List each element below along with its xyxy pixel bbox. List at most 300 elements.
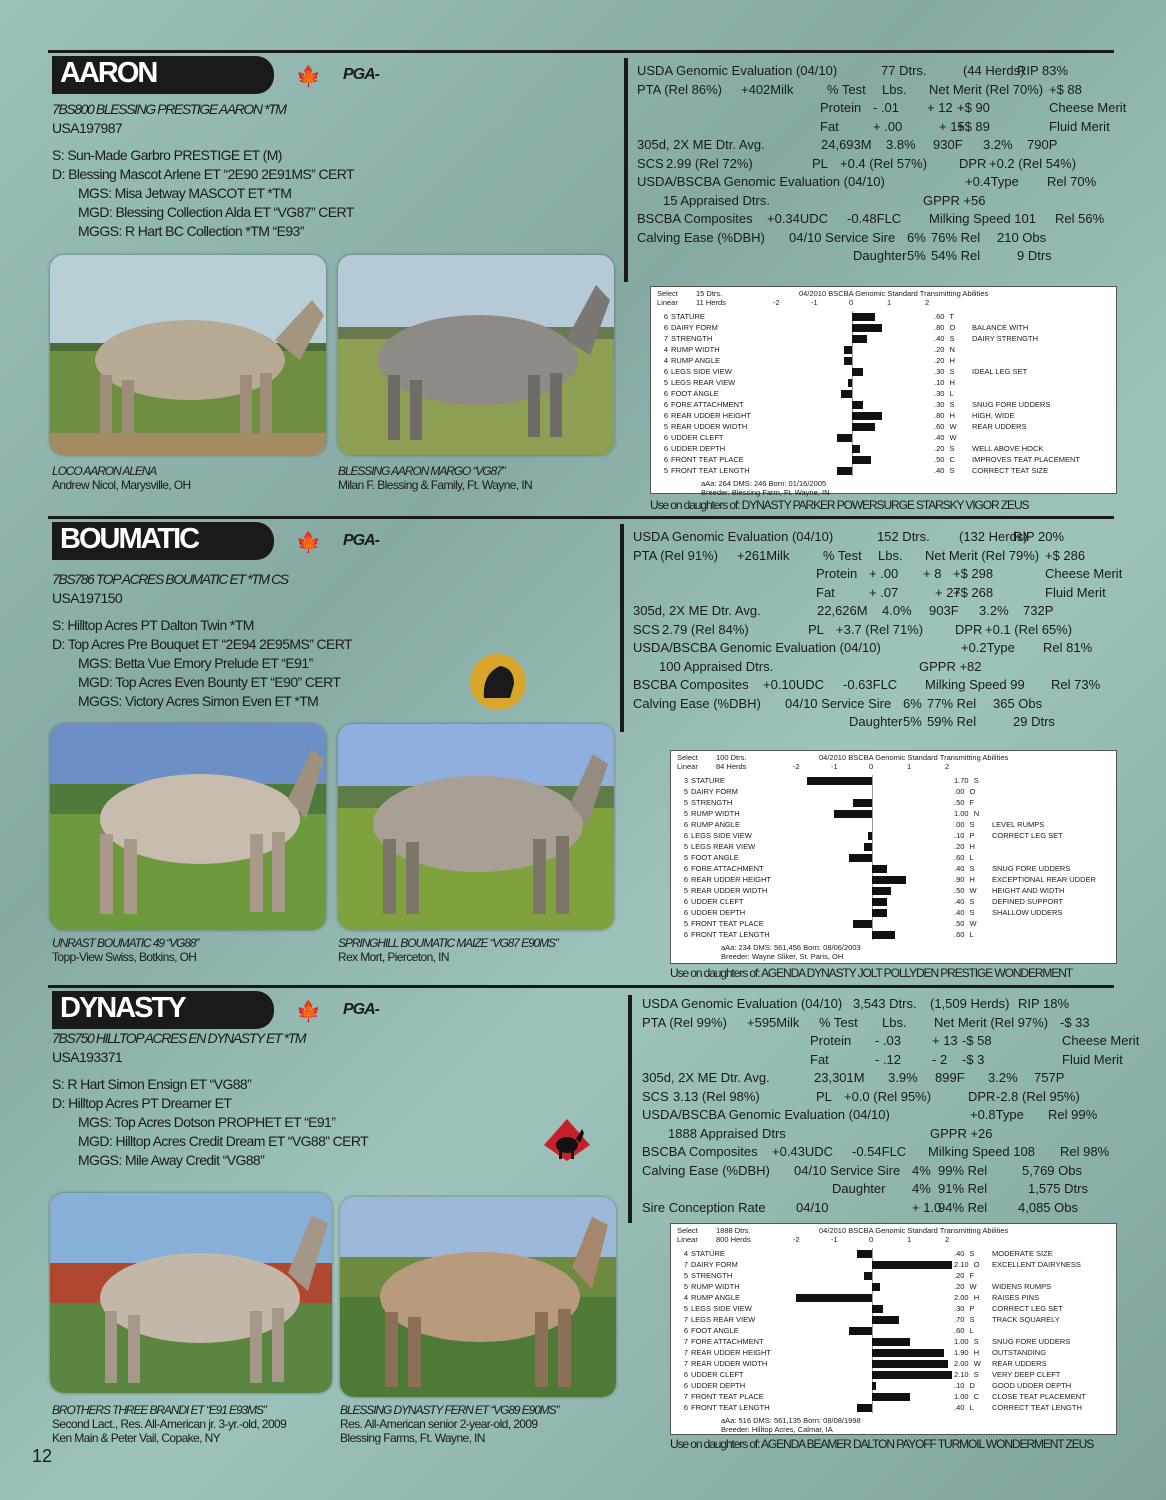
stat-row — [642, 1051, 1123, 1070]
stat-cell: Cheese Merit — [1045, 566, 1123, 581]
trait-label: 4 STATURE — [683, 1249, 725, 1258]
stat-cell: Daughter — [853, 248, 907, 263]
trait-description: CORRECT TEAT SIZE — [972, 466, 1049, 475]
stat-row — [633, 584, 1106, 603]
trait-value: .60 T — [934, 312, 954, 321]
stat-cell: Fluid Merit — [1049, 118, 1110, 134]
stat-cell: + .07 — [869, 584, 899, 600]
stat-cell: RIP 83% — [1017, 63, 1069, 78]
stat-cell: -0.54FLC — [852, 1144, 907, 1159]
stat-cell: 210 Obs — [997, 229, 1047, 245]
trait-bar — [852, 456, 871, 464]
stat-cell: + 12 — [927, 100, 953, 115]
trait-value: .70 S — [954, 1315, 975, 1324]
stat-cell: + 15 — [939, 118, 965, 134]
stat-cell: PL — [808, 621, 824, 637]
stat-cell: + .00 — [873, 118, 903, 134]
chart-title: 04/2010 BSCBA Genomic Standard Transmitting Abilities — [819, 1226, 1009, 1235]
stat-cell: Fat — [820, 118, 839, 134]
trait-bar — [857, 1404, 872, 1412]
stat-row — [637, 118, 1110, 137]
bull-name-banner — [52, 991, 274, 1029]
trait-bar — [872, 1382, 876, 1390]
stat-cell: Rel 98% — [1060, 1144, 1110, 1159]
trait-value: .60 L — [954, 853, 974, 862]
trait-bar — [872, 887, 891, 895]
trait-label: 7 REAR UDDER HEIGHT — [683, 1348, 772, 1357]
trait-value: .00 O — [954, 787, 976, 796]
axis-tick-label: 2 — [945, 762, 950, 771]
stat-cell: 9 Dtrs — [1017, 248, 1052, 263]
trait-value: .40 L — [954, 1403, 974, 1412]
trait-value: .10 P — [954, 831, 975, 840]
trait-label: 5 LEGS REAR VIEW — [683, 842, 756, 851]
trait-description: TRACK SQUARELY — [992, 1315, 1060, 1324]
stat-cell: +$ 89 — [957, 118, 990, 134]
sire: S: Hilltop Acres PT Dalton Twin *TM — [52, 617, 254, 633]
trait-label: 5 RUMP WIDTH — [683, 1282, 740, 1291]
stat-cell: GPPR +26 — [930, 1125, 993, 1141]
stat-cell: 22,626M — [817, 603, 868, 618]
stat-cell: 04/10 Service Sire — [785, 695, 892, 711]
trait-value: .40 S — [934, 334, 955, 343]
trait-label: 5 REAR UDDER WIDTH — [683, 886, 768, 895]
section-divider — [48, 50, 1114, 53]
trait-bar — [848, 379, 852, 387]
stat-cell: 6% — [907, 229, 926, 245]
linear-chart — [670, 750, 1117, 964]
stat-row — [642, 1014, 1112, 1033]
stat-cell: -0.48FLC — [847, 211, 902, 226]
trait-bar — [872, 931, 895, 939]
bull-section-boumatic — [0, 516, 1166, 986]
stat-row — [637, 99, 1127, 118]
stat-cell: GPPR +56 — [923, 192, 986, 208]
mggs: MGGS: Mile Away Credit “VG88” — [78, 1152, 265, 1168]
stat-cell: 2.99 (Rel 72%) — [666, 155, 753, 171]
trait-value: .40 S — [954, 864, 975, 873]
trait-description: WELL ABOVE HOCK — [972, 444, 1044, 453]
stat-cell: (132 Herds) — [959, 529, 1028, 544]
stat-cell: 305d, 2X ME Dtr. Avg. — [642, 1070, 770, 1085]
stat-cell: +595Milk — [747, 1014, 800, 1030]
stat-row — [642, 1162, 1112, 1181]
trait-bar — [872, 1305, 883, 1313]
mggs: MGGS: Victory Acres Simon Even ET *TM — [78, 693, 319, 709]
trait-value: .20 H — [954, 842, 975, 851]
stat-cell: 1,575 Dtrs — [1028, 1181, 1088, 1196]
stat-cell: % Test — [823, 547, 862, 563]
stat-cell: Protein — [820, 100, 862, 115]
stat-cell: 4% — [912, 1162, 931, 1178]
trait-value: .20 F — [954, 1271, 975, 1280]
bull-section-aaron — [0, 50, 1166, 520]
pedigree — [52, 1029, 422, 1170]
trait-bar — [852, 445, 860, 453]
trait-description: MODERATE SIZE — [992, 1249, 1053, 1258]
stat-cell: Rel 81% — [1043, 640, 1093, 655]
stat-cell: 4% — [912, 1181, 931, 1196]
trait-label: 5 FOOT ANGLE — [683, 853, 739, 862]
pga-label: PGA- — [343, 66, 379, 83]
axis-tick-label: 1 — [887, 298, 892, 307]
chart-header: Select — [677, 1226, 698, 1235]
stat-cell: Milking Speed 108 — [928, 1144, 1035, 1159]
trait-value: .20 H — [934, 356, 955, 365]
chart-header: Select — [657, 289, 678, 298]
trait-label: 7 FRONT TEAT PLACE — [683, 1392, 764, 1401]
stat-cell: + .00 — [869, 566, 899, 581]
axis-tick-label: -1 — [831, 1235, 838, 1244]
trait-description: RAISES PINS — [992, 1293, 1040, 1302]
maple-leaf-icon: 🍁 — [296, 66, 321, 88]
stat-cell: Calving Ease (%DBH) — [642, 1162, 770, 1178]
stat-cell: 4,085 Obs — [1018, 1199, 1078, 1215]
evaluation-stats — [633, 528, 1123, 732]
use-on-daughters: Use on daughters of: DYNASTY PARKER POWERSURGE STARSKY VIGOR ZEUS — [650, 498, 1029, 512]
trait-label: 5 STRENGTH — [683, 798, 733, 807]
trait-value: .50 W — [954, 919, 977, 928]
trait-description: VERY DEEP CLEFT — [992, 1370, 1061, 1379]
stat-cell: Sire Conception Rate — [642, 1199, 766, 1215]
stat-cell: Calving Ease (%DBH) — [633, 695, 761, 711]
trait-label: 6 UDDER DEPTH — [683, 1381, 746, 1390]
stat-row — [642, 1143, 1112, 1162]
trait-label: 5 FRONT TEAT LENGTH — [663, 466, 750, 475]
stat-cell: Rel 99% — [1048, 1107, 1098, 1122]
trait-label: 7 STRENGTH — [663, 334, 713, 343]
trait-label: 6 REAR UDDER HEIGHT — [683, 875, 772, 884]
pga-label: PGA- — [343, 532, 379, 549]
chart-title: 04/2010 BSCBA Genomic Standard Transmitting Abilities — [819, 753, 1009, 762]
axis-tick-label: -1 — [811, 298, 818, 307]
trait-description: EXCELLENT DAIRYNESS — [992, 1260, 1081, 1269]
stat-cell: 15 Appraised Dtrs. — [663, 192, 770, 208]
trait-bar — [872, 1371, 952, 1379]
sire: S: R Hart Simon Ensign ET “VG88” — [52, 1076, 252, 1092]
evaluation-stats — [642, 995, 1140, 1217]
stats-divider — [620, 524, 624, 732]
chart-header: 11 Herds — [696, 298, 726, 307]
trait-value: .80 H — [934, 411, 955, 420]
stat-row — [642, 1180, 1112, 1199]
stat-row — [642, 1069, 1112, 1088]
trait-label: 5 REAR UDDER WIDTH — [663, 422, 748, 431]
trait-description: EXCEPTIONAL REAR UDDER — [992, 875, 1096, 884]
trait-description: CORRECT LEG SET — [992, 1304, 1063, 1313]
calving-ease-logo — [542, 1115, 592, 1175]
stat-row — [642, 1032, 1140, 1051]
trait-label: 7 DAIRY FORM — [683, 1260, 738, 1269]
stat-cell: % Test — [827, 81, 866, 97]
trait-description: REAR UDDERS — [992, 1359, 1047, 1368]
trait-description: WIDENS RUMPS — [992, 1282, 1052, 1291]
trait-bar — [852, 412, 882, 420]
stat-row — [642, 1125, 1112, 1144]
trait-description: HIGH, WIDE — [972, 411, 1015, 420]
bull-name: DYNASTY — [60, 992, 185, 1024]
stat-cell: 99% Rel — [938, 1162, 988, 1178]
stat-cell: Fluid Merit — [1062, 1051, 1123, 1067]
trait-label: 6 STATURE — [663, 312, 705, 321]
stat-cell: -$ 58 — [962, 1033, 992, 1048]
trait-value: .50 F — [954, 798, 975, 807]
stat-cell: Milking Speed 99 — [925, 677, 1025, 692]
stat-cell: +3.7 (Rel 71%) — [836, 621, 924, 637]
stat-cell: +402Milk — [741, 81, 794, 97]
chart-footer: aAa: 234 DMS: 561,456 Born: 08/06/2003 — [721, 943, 861, 952]
stat-cell: +0.34UDC — [767, 211, 829, 226]
trait-value: .30 S — [934, 367, 955, 376]
trait-bar — [849, 1327, 872, 1335]
chart-footer: Breeder: Hilltop Acres, Calmar, IA — [721, 1425, 833, 1434]
trait-label: 6 FORE ATTACHMENT — [663, 400, 744, 409]
trait-description: SNUG FORE UDDERS — [992, 1337, 1071, 1346]
chart-header: Select — [677, 753, 698, 762]
trait-label: 6 UDDER CLEFT — [663, 433, 724, 442]
trait-value: .50 W — [954, 886, 977, 895]
stat-row — [633, 602, 1103, 621]
cow-photo — [340, 1197, 616, 1397]
stat-cell: Lbs. — [882, 81, 907, 97]
trait-value: 2.00 W — [954, 1359, 981, 1368]
stat-cell: 04/10 — [796, 1199, 829, 1215]
stat-cell: - .01 — [873, 100, 900, 115]
stat-cell: Cheese Merit — [1049, 100, 1127, 115]
trait-value: 1.70 S — [954, 776, 979, 785]
trait-value: 1.00 N — [954, 809, 980, 818]
section-divider — [48, 516, 1114, 519]
photo-caption: BLESSING DYNASTY FERN ET “VG89 E90MS” Res. All-American senior 2-year-old, 2009 Blessing Farms, Ft. Wayne, IN — [340, 1403, 559, 1445]
stat-cell: Rel 73% — [1051, 677, 1101, 692]
stat-cell: USDA Genomic Evaluation (04/10) — [642, 996, 843, 1011]
stat-cell: 3.13 (Rel 98%) — [673, 1088, 760, 1104]
trait-bar — [834, 810, 872, 818]
photo-caption: BLESSING AARON MARGO “VG87” Milan F. Blessing & Family, Ft. Wayne, IN — [338, 464, 533, 492]
stat-cell: + 13 — [932, 1033, 958, 1048]
stat-cell: 4.0% — [882, 603, 912, 618]
stat-row — [642, 1106, 1112, 1125]
pedigree — [52, 100, 422, 241]
trait-value: .40 S — [954, 1249, 975, 1258]
stat-cell: Fat — [816, 584, 835, 600]
stat-cell: 732P — [1023, 603, 1054, 618]
stat-cell: 899F — [935, 1070, 965, 1085]
trait-bar — [841, 390, 852, 398]
stats-divider — [624, 58, 628, 282]
stat-cell: 91% Rel — [938, 1181, 988, 1196]
trait-label: 7 REAR UDDER WIDTH — [683, 1359, 768, 1368]
stat-cell: RIP 20% — [1013, 529, 1065, 544]
chart-header: 84 Herds — [716, 762, 747, 771]
stat-cell: % Test — [819, 1014, 858, 1030]
stat-row — [637, 229, 1107, 248]
trait-bar — [807, 777, 872, 785]
trait-bar — [872, 1393, 910, 1401]
stat-cell: Net Merit (Rel 70%) — [929, 81, 1044, 97]
trait-value: .80 O — [934, 323, 956, 332]
stat-cell: +0.0 (Rel 95%) — [844, 1088, 932, 1104]
stat-cell: (44 Herds) — [963, 63, 1025, 78]
axis-tick-label: 2 — [945, 1235, 950, 1244]
trait-label: 5 STRENGTH — [683, 1271, 733, 1280]
stat-cell: +261Milk — [737, 547, 790, 563]
stat-cell: +0.8Type — [970, 1107, 1024, 1122]
stat-cell: PL — [816, 1088, 832, 1104]
trait-label: 6 FOOT ANGLE — [663, 389, 719, 398]
maple-leaf-icon: 🍁 — [296, 532, 321, 554]
trait-label: 4 RUMP ANGLE — [663, 356, 721, 365]
stat-cell: USDA/BSCBA Genomic Evaluation (04/10) — [633, 640, 881, 655]
stat-cell: 1888 Appraised Dtrs — [668, 1125, 786, 1141]
chart-footer: aAa: 264 DMS: 246 Born: 01/16/2005 — [701, 479, 827, 488]
trait-label: 5 LEGS SIDE VIEW — [683, 1304, 752, 1313]
stat-cell: - .03 — [875, 1033, 902, 1048]
stat-cell: 54% Rel — [931, 248, 981, 263]
stat-cell: 77% Rel — [927, 695, 977, 711]
trait-value: 1.00 C — [954, 1392, 980, 1401]
stat-cell: -0.63FLC — [843, 677, 898, 692]
trait-label: 6 LEGS SIDE VIEW — [663, 367, 732, 376]
axis-tick-label: -2 — [773, 298, 780, 307]
chart-footer: aAa: 516 DMS: 561,135 Born: 08/08/1998 — [721, 1416, 861, 1425]
stat-cell: 04/10 Service Sire — [789, 229, 896, 245]
trait-bar — [796, 1294, 872, 1302]
trait-label: 6 REAR UDDER HEIGHT — [663, 411, 752, 420]
stat-cell: 5,769 Obs — [1022, 1162, 1082, 1178]
trait-label: 6 FOOT ANGLE — [683, 1326, 739, 1335]
section-divider — [48, 985, 1114, 988]
stat-cell: +0.2Type — [961, 640, 1015, 655]
trait-description: IDEAL LEG SET — [972, 367, 1028, 376]
stat-cell: 6% — [903, 695, 922, 711]
stat-cell: 305d, 2X ME Dtr. Avg. — [637, 137, 765, 152]
stat-row — [633, 565, 1123, 584]
stat-row — [633, 621, 1103, 640]
stat-cell: +0.10UDC — [763, 677, 825, 692]
chart-header: 100 Dtrs. — [716, 753, 747, 762]
trait-bar — [837, 467, 852, 475]
stat-row — [642, 1088, 1112, 1107]
stat-row — [633, 547, 1103, 566]
trait-bar — [853, 799, 872, 807]
chart-footer: Breeder: Wayne Sliker, St. Paris, OH — [721, 952, 844, 961]
stat-cell: -2.8 (Rel 95%) — [996, 1088, 1080, 1104]
stat-cell: 2.79 (Rel 84%) — [662, 621, 749, 637]
bull-name-banner — [52, 522, 274, 560]
stat-cell: Rel 56% — [1055, 211, 1105, 226]
trait-label: 4 RUMP ANGLE — [683, 1293, 741, 1302]
stat-cell: Fat — [810, 1051, 829, 1067]
trait-label: 6 FRONT TEAT LENGTH — [683, 930, 770, 939]
registration-name: 7BS800 BLESSING PRESTIGE AARON *TM — [52, 101, 286, 117]
stat-cell: PTA (Rel 99%) — [642, 1014, 728, 1030]
trait-value: .40 S — [954, 897, 975, 906]
bull-name-banner — [52, 56, 274, 94]
mgd: MGD: Blessing Collection Alda ET “VG87” CERT — [78, 204, 354, 220]
mgs: MGS: Misa Jetway MASCOT ET *TM — [78, 185, 292, 201]
trait-value: .40 S — [954, 908, 975, 917]
trait-value: .10 H — [934, 378, 955, 387]
trait-description: DAIRY STRENGTH — [972, 334, 1038, 343]
trait-bar — [872, 1360, 948, 1368]
registration-number: USA193371 — [52, 1049, 123, 1065]
stat-cell: GPPR +82 — [919, 658, 982, 674]
stat-cell: 3.2% — [983, 137, 1013, 152]
stat-cell: +0.4 (Rel 57%) — [840, 155, 928, 171]
chart-header: Linear — [657, 298, 678, 307]
stat-cell: Calving Ease (%DBH) — [637, 229, 765, 245]
stat-cell: 24,693M — [821, 137, 872, 152]
stat-cell: Daughter — [832, 1181, 886, 1196]
stat-cell: DPR — [955, 621, 983, 637]
bull-section-dynasty — [0, 985, 1166, 1465]
trait-label: 6 FORE ATTACHMENT — [683, 864, 764, 873]
pedigree — [52, 570, 422, 711]
bull-name: AARON — [60, 57, 157, 89]
chart-header: Linear — [677, 1235, 698, 1244]
dam: D: Hilltop Acres PT Dreamer ET — [52, 1095, 232, 1111]
trait-value: 1.90 H — [954, 1348, 980, 1357]
trait-label: 5 RUMP WIDTH — [683, 809, 740, 818]
trait-description: IMPROVES TEAT PLACEMENT — [972, 455, 1080, 464]
trait-value: .60 L — [954, 930, 974, 939]
stat-cell: Lbs. — [878, 547, 903, 563]
stat-cell: -$ 3 — [962, 1051, 985, 1067]
stats-divider — [628, 995, 632, 1223]
trait-label: 6 UDDER CLEFT — [683, 1370, 744, 1379]
trait-bar — [864, 1272, 872, 1280]
trait-label: 6 UDDER DEPTH — [663, 444, 726, 453]
stat-cell: Protein — [816, 566, 858, 581]
stat-cell: 930F — [933, 137, 963, 152]
trait-value: .30 P — [954, 1304, 975, 1313]
stat-row — [637, 62, 1107, 81]
registration-name: 7BS786 TOP ACRES BOUMATIC ET *TM CS — [52, 571, 288, 587]
stat-cell: Net Merit (Rel 79%) — [925, 547, 1040, 563]
photo-caption: UNRAST BOUMATIC 49 “VG88” Topp-View Swiss, Botkins, OH — [52, 936, 199, 964]
linear-chart — [650, 286, 1117, 497]
stat-cell: 365 Obs — [993, 695, 1043, 711]
stat-cell: (1,509 Herds) — [930, 996, 1010, 1011]
stat-cell: + 1.0 — [912, 1199, 942, 1215]
stat-row — [642, 1199, 1112, 1218]
stat-cell: + 27 — [935, 584, 961, 600]
sire: S: Sun-Made Garbro PRESTIGE ET (M) — [52, 147, 282, 163]
stat-cell: Milking Speed 101 — [929, 211, 1036, 226]
stat-cell: - 2 — [932, 1051, 948, 1067]
mgs: MGS: Betta Vue Emory Prelude ET “E91” — [78, 655, 313, 671]
stat-cell: Net Merit (Rel 97%) — [934, 1014, 1049, 1030]
maple-leaf-icon: 🍁 — [296, 1001, 321, 1023]
trait-label: 6 DAIRY FORM — [663, 323, 718, 332]
stat-cell: PTA (Rel 91%) — [633, 547, 719, 563]
stat-cell: BSCBA Composites — [642, 1144, 758, 1159]
trait-label: 5 LEGS REAR VIEW — [663, 378, 736, 387]
trait-bar — [852, 313, 875, 321]
pga-label: PGA- — [343, 1001, 379, 1018]
axis-tick-label: 0 — [869, 762, 874, 771]
chart-header: 15 Dtrs. — [696, 289, 723, 298]
stat-cell: USDA/BSCBA Genomic Evaluation (04/10) — [637, 174, 885, 189]
trait-value: .20 S — [934, 444, 955, 453]
stat-row — [633, 639, 1103, 658]
stat-cell: Cheese Merit — [1062, 1033, 1140, 1048]
use-on-daughters: Use on daughters of: AGENDA BEAMER DALTON PAYOFF TURMOIL WONDERMENT ZEUS — [670, 1437, 1094, 1451]
stat-cell: 903F — [929, 603, 959, 618]
trait-bar — [872, 898, 887, 906]
trait-bar — [852, 368, 863, 376]
